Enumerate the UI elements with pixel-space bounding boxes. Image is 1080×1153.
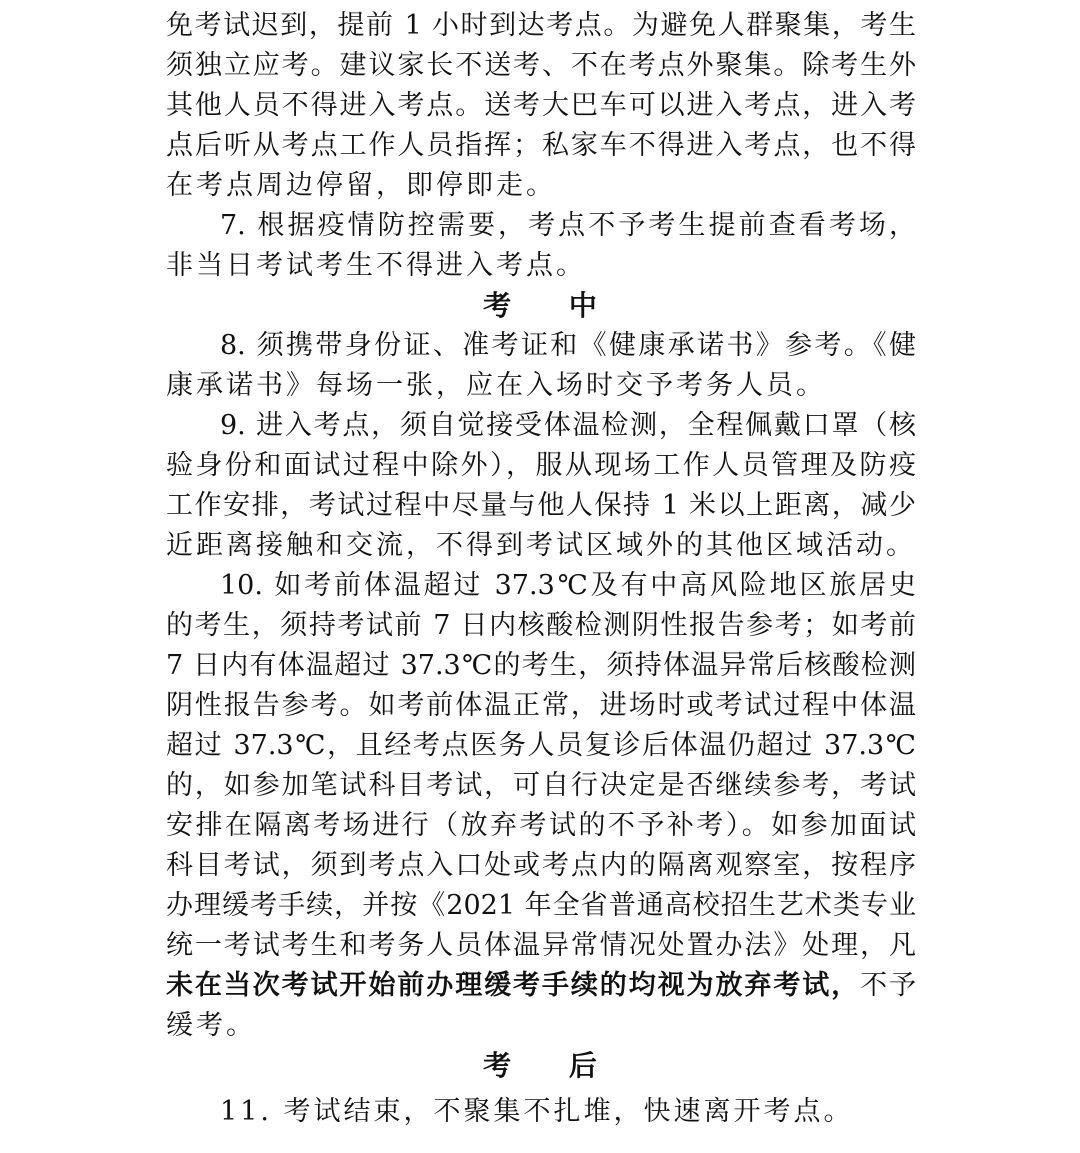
item-7-line: 7. 根据疫情防控需要，考点不予考生提前查看考场，: [220, 210, 916, 241]
item-10-line-bold: [166, 966, 916, 1006]
item-9-line: 9. 进入考点，须自觉接受体温检测，全程佩戴口罩（核: [220, 410, 916, 441]
item-8-line: 康承诺书》每场一张，应在入场时交予考务人员。: [166, 370, 826, 401]
item-7-line: 非当日考试考生不得进入考点。: [166, 250, 586, 281]
section-heading-after-exam: 考 后: [483, 1049, 621, 1082]
item-9-line: 验身份和面试过程中除外），服从现场工作人员管理及防疫: [166, 450, 916, 481]
item-10-line: 科目考试，须到考点入口处或考点内的隔离观察室，按程序: [166, 850, 916, 881]
item-10-line: 统一考试考生和考务人员体温异常情况处置办法》处理，凡: [166, 930, 916, 961]
item-10-line: 的考生，须持考试前 7 日内核酸检测阴性报告参考；如考前: [166, 610, 916, 641]
item-10-line: 安排在隔离考场进行（放弃考试的不予补考）。如参加面试: [166, 810, 916, 841]
item-10-line: 7 日内有体温超过 37.3℃的考生，须持体温异常后核酸检测: [166, 650, 916, 681]
item-10-line: 缓考。: [166, 1010, 256, 1041]
item-10-line: 阴性报告参考。如考前体温正常，进场时或考试过程中体温: [166, 690, 916, 721]
text-run: 不予: [860, 970, 917, 1001]
text-line: 须独立应考。建议家长不送考、不在考点外聚集。除考生外: [166, 50, 916, 81]
text-line: 其他人员不得进入考点。送考大巴车可以进入考点，进入考: [166, 90, 916, 121]
item-11-line: 11. 考试结束，不聚集不扎堆，快速离开考点。: [220, 1096, 854, 1127]
item-9-line: 近距离接触和交流，不得到考试区域外的其他区域活动。: [166, 530, 916, 561]
item-10-line: 的，如参加笔试科目考试，可自行决定是否继续参考，考试: [166, 770, 916, 801]
item-8-line: 8. 须携带身份证、准考证和《健康承诺书》参考。《健: [220, 330, 916, 361]
item-9-line: 工作安排，考试过程中尽量与他人保持 1 米以上距离，减少: [166, 490, 916, 521]
item-10-line: 超过 37.3℃，且经考点医务人员复诊后体温仍超过 37.3℃: [166, 730, 916, 761]
section-heading-during-exam: 考 中: [483, 289, 621, 322]
item-10-line: 办理缓考手续，并按《2021 年全省普通高校招生艺术类专业: [166, 890, 916, 921]
text-line: 点后听从考点工作人员指挥；私家车不得进入考点，也不得: [166, 130, 916, 161]
text-line: 免考试迟到，提前 1 小时到达考点。为避免人群聚集，考生: [166, 10, 916, 41]
item-10-line: 10. 如考前体温超过 37.3℃及有中高风险地区旅居史: [220, 570, 916, 601]
bold-sentence: 未在当次考试开始前办理缓考手续的均视为放弃考试，: [166, 970, 861, 1001]
text-line: 在考点周边停留，即停即走。: [166, 170, 556, 201]
